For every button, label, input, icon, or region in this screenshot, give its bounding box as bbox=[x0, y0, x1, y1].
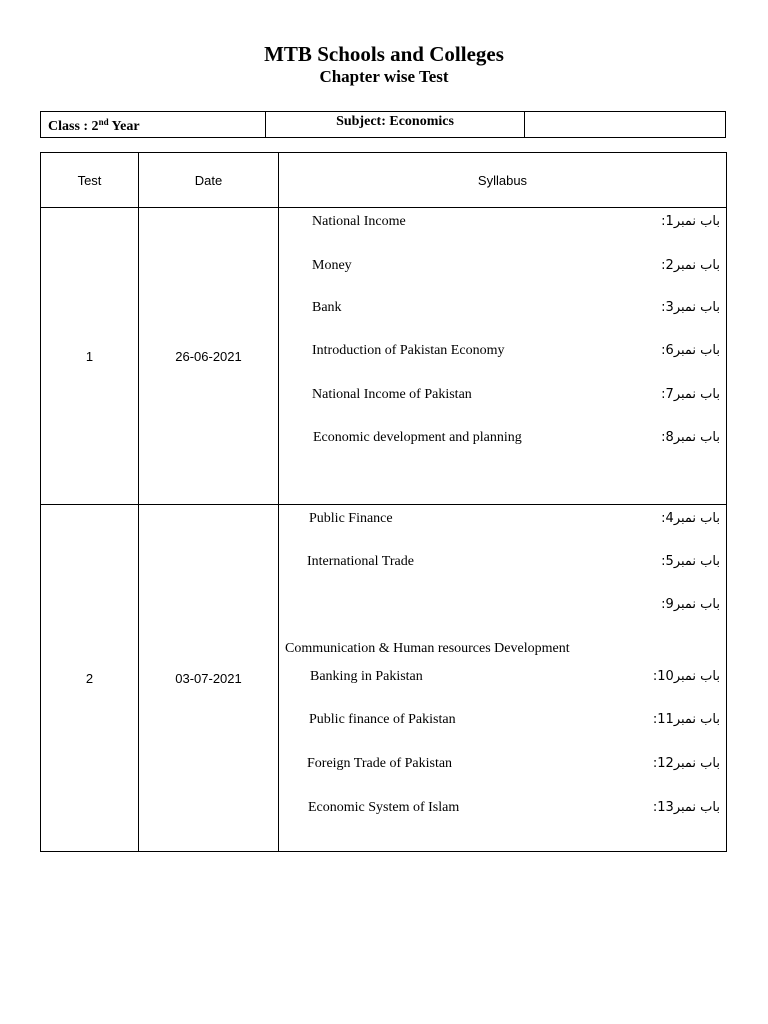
class-subject-bar bbox=[40, 111, 726, 138]
list-item bbox=[279, 214, 726, 234]
chapter-urdu: باب نمبر5: bbox=[661, 554, 720, 569]
header-row bbox=[41, 153, 727, 208]
chapter-english: National Income of Pakistan bbox=[312, 387, 472, 402]
class-label: Class : 2 bbox=[48, 119, 99, 134]
test-number: 1 bbox=[41, 208, 139, 505]
test-date: 26-06-2021 bbox=[139, 208, 279, 505]
chapter-urdu: باب نمبر4: bbox=[661, 511, 720, 526]
chapter-urdu: باب نمبر8: bbox=[661, 430, 720, 445]
list-item bbox=[279, 343, 726, 363]
chapter-urdu: باب نمبر2: bbox=[661, 258, 720, 273]
chapter-english: Bank bbox=[312, 300, 342, 315]
test-header: Test bbox=[41, 153, 139, 208]
chapter-english: Economic System of Islam bbox=[308, 800, 460, 815]
list-item bbox=[279, 800, 726, 820]
school-title: MTB Schools and Colleges bbox=[264, 42, 504, 66]
chapter-urdu: باب نمبر6: bbox=[661, 343, 720, 358]
date-header: Date bbox=[139, 153, 279, 208]
chapter-urdu: باب نمبر1: bbox=[661, 214, 720, 229]
subject-cell: Subject: Economics bbox=[266, 112, 525, 137]
chapter-urdu: باب نمبر7: bbox=[661, 387, 720, 402]
chapter-urdu: باب نمبر11: bbox=[652, 712, 720, 727]
chapter-english: Public finance of Pakistan bbox=[309, 712, 456, 727]
chapter-urdu: باب نمبر10: bbox=[652, 669, 720, 684]
list-item bbox=[279, 300, 726, 320]
chapter-english: Economic development and planning bbox=[313, 430, 522, 445]
list-item bbox=[279, 511, 726, 531]
syllabus-cell bbox=[279, 208, 727, 505]
list-item bbox=[279, 756, 726, 776]
table-row bbox=[41, 505, 727, 852]
table-row bbox=[41, 208, 727, 505]
syllabus-header: Syllabus bbox=[279, 153, 727, 208]
test-title: Chapter wise Test bbox=[319, 67, 449, 86]
test-date: 03-07-2021 bbox=[139, 505, 279, 852]
chapter-english: Banking in Pakistan bbox=[310, 669, 423, 684]
list-item bbox=[279, 387, 726, 407]
class-suffix: Year bbox=[108, 119, 140, 134]
list-item bbox=[279, 430, 726, 450]
test-number: 2 bbox=[41, 505, 139, 852]
list-item bbox=[279, 641, 726, 661]
chapter-urdu: باب نمبر9: bbox=[661, 597, 720, 612]
list-item bbox=[279, 669, 726, 689]
class-ordinal: nd bbox=[98, 117, 109, 127]
chapter-urdu: باب نمبر13: bbox=[652, 800, 720, 815]
chapter-english: Public Finance bbox=[309, 511, 393, 526]
chapter-english: Money bbox=[312, 258, 352, 273]
list-item bbox=[279, 712, 726, 732]
class-cell bbox=[41, 112, 266, 137]
syllabus-cell bbox=[279, 505, 727, 852]
list-item bbox=[279, 597, 726, 617]
chapter-urdu: باب نمبر12: bbox=[652, 756, 720, 771]
chapter-english: National Income bbox=[312, 214, 406, 229]
syllabus-table bbox=[40, 152, 727, 852]
chapter-english: International Trade bbox=[307, 554, 414, 569]
chapter-urdu: باب نمبر3: bbox=[661, 300, 720, 315]
list-item bbox=[279, 554, 726, 574]
chapter-english: Communication & Human resources Development bbox=[285, 641, 570, 656]
chapter-english: Foreign Trade of Pakistan bbox=[307, 756, 453, 771]
chapter-english: Introduction of Pakistan Economy bbox=[312, 343, 505, 358]
list-item bbox=[279, 258, 726, 278]
